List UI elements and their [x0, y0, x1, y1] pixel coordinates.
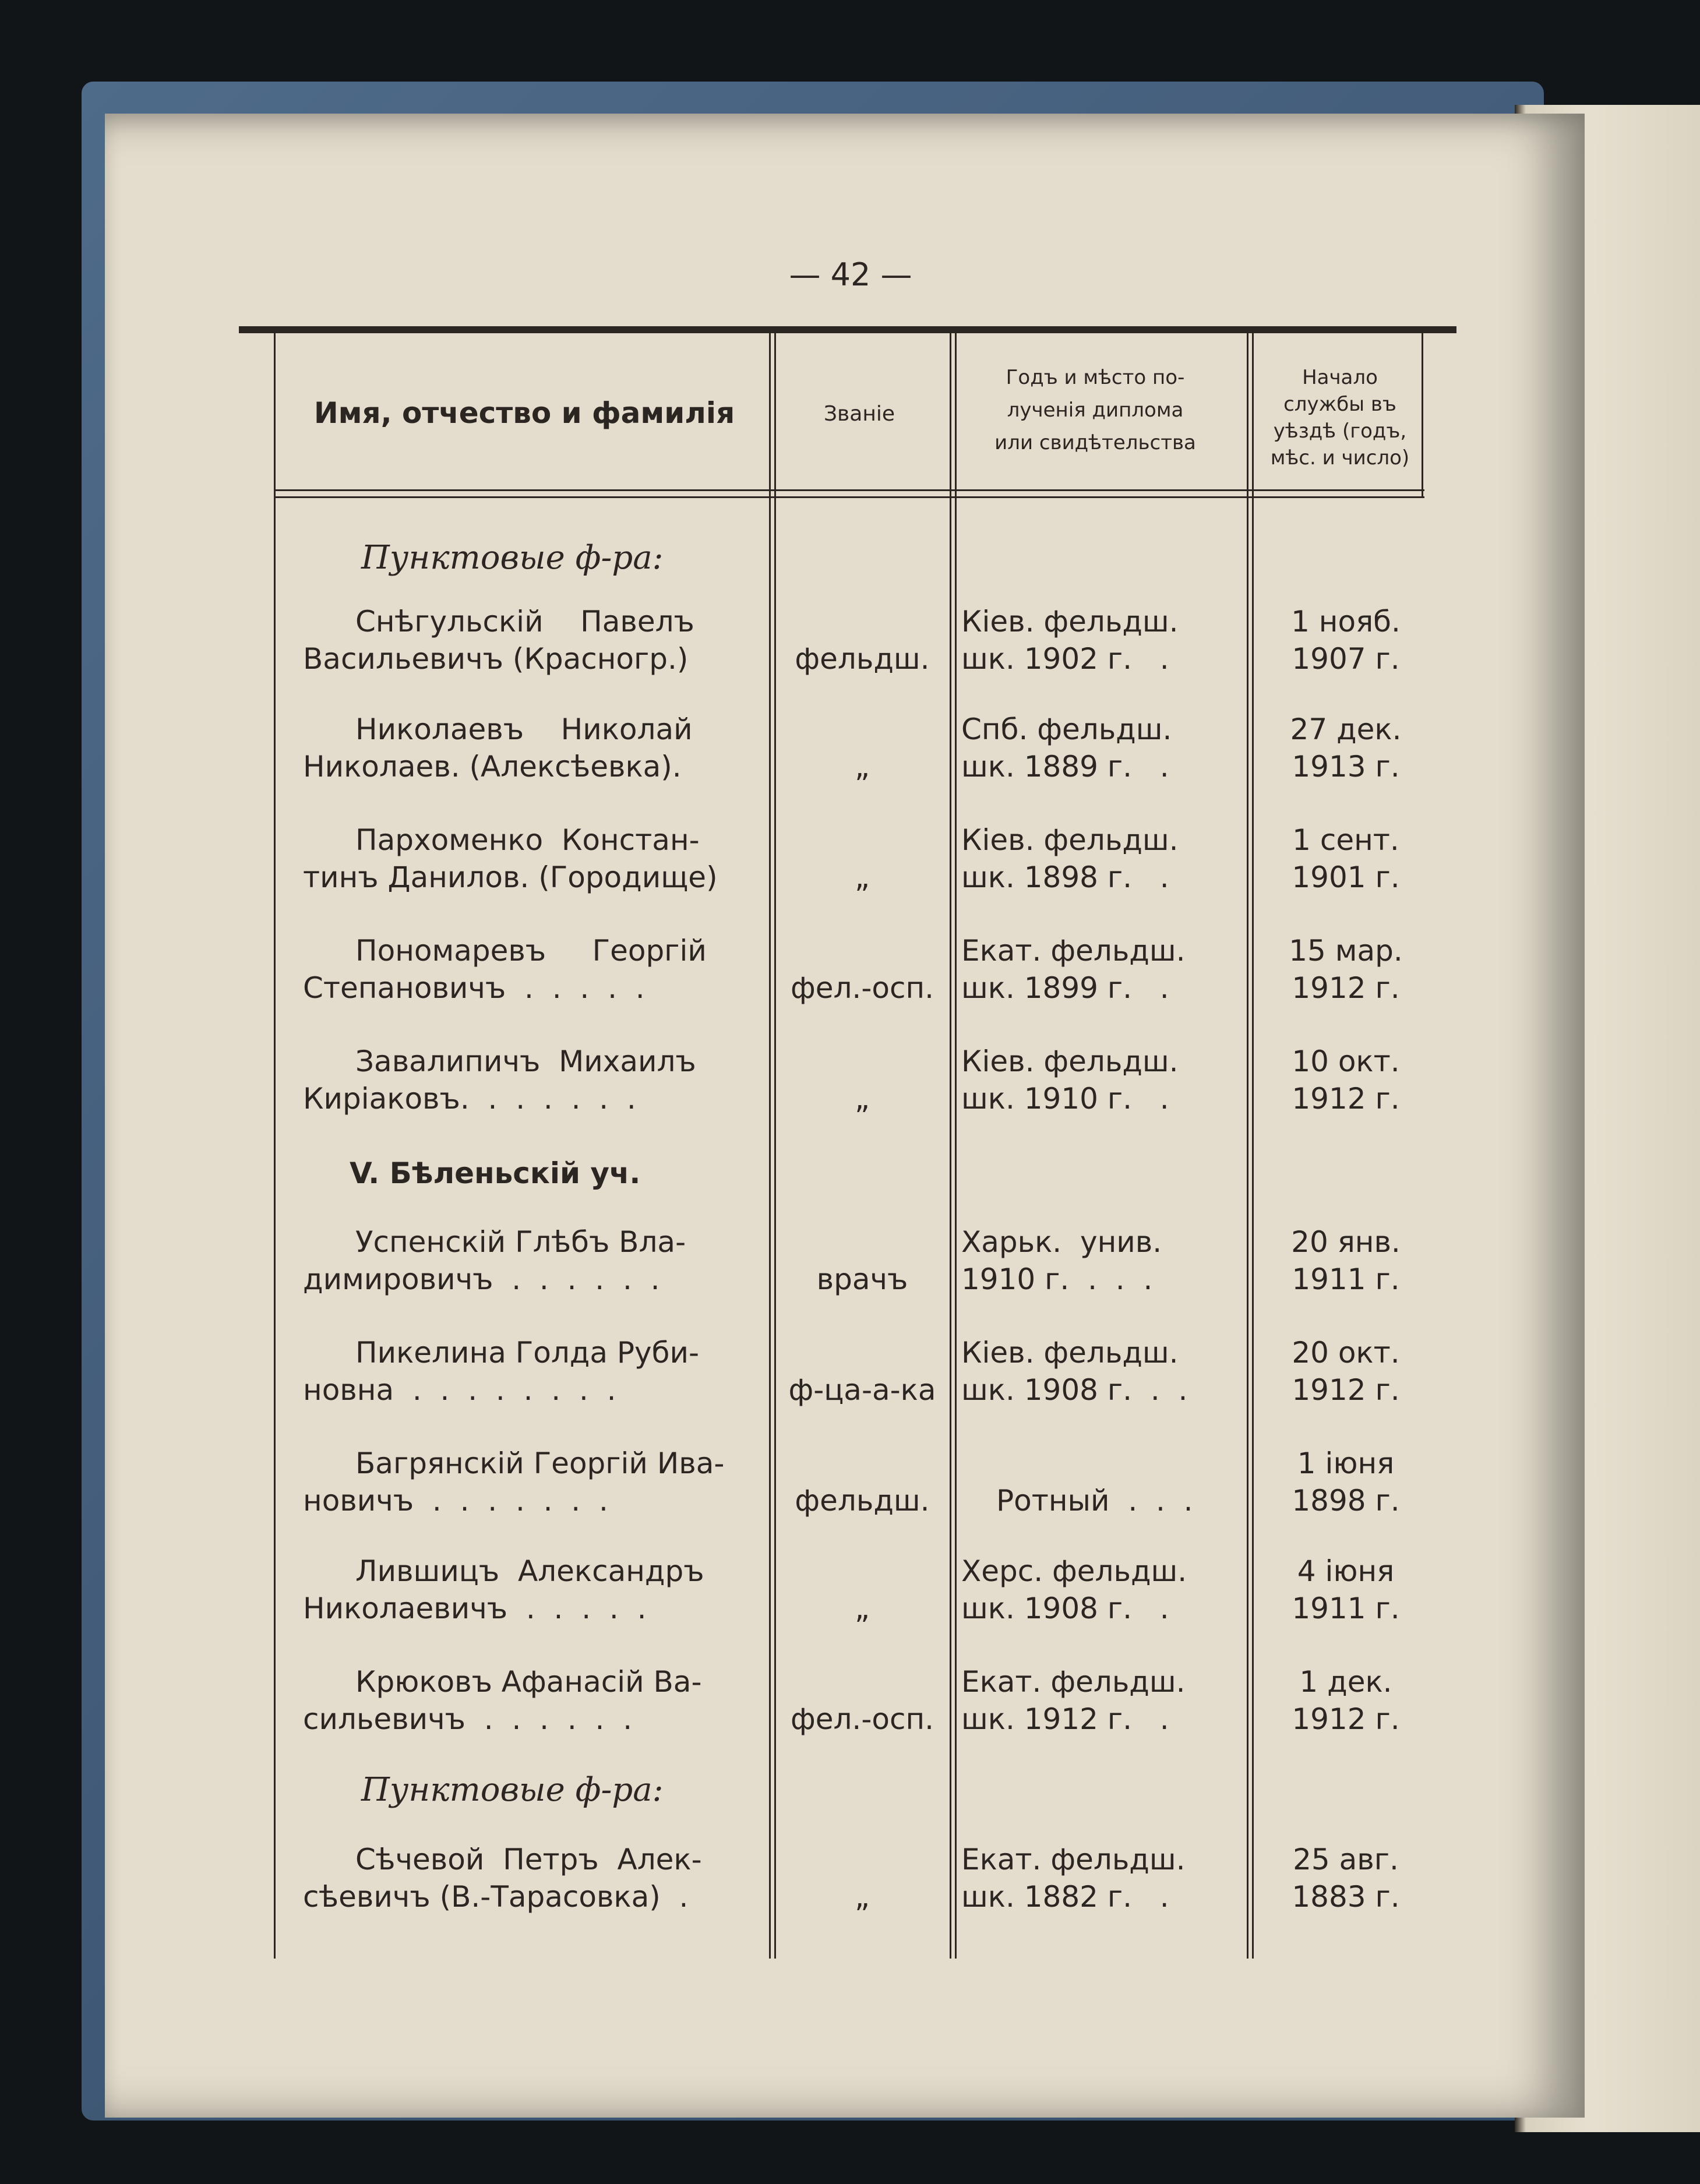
service-start: 1 дек. 1912 г.: [1292, 1665, 1400, 1736]
header-rule-2: [274, 496, 1424, 498]
diploma: Екат. фельдш. шк. 1912 г. .: [961, 1665, 1186, 1736]
rank: „: [855, 1880, 870, 1914]
service-start: 15 мар. 1912 г.: [1289, 934, 1403, 1005]
person-name: Багрянскій Георгій Ива- новичъ . . . . . . .: [303, 1446, 725, 1518]
diploma: Кіев. фельдш. шк. 1898 г. .: [961, 823, 1179, 894]
header-diploma-line: лученія диплома: [1007, 398, 1184, 422]
rank: „: [855, 750, 870, 784]
header-start: [1253, 364, 1427, 471]
col-divider-3: [1247, 333, 1248, 1959]
service-start: 10 окт. 1912 г.: [1292, 1045, 1400, 1116]
diploma: Ротный . . .: [996, 1484, 1193, 1518]
page-number: — 42 —: [789, 256, 912, 293]
rank: фел.-осп.: [790, 971, 934, 1005]
service-start: 27 дек. 1913 г.: [1290, 712, 1402, 784]
diploma: Херс. фельдш. шк. 1908 г. .: [961, 1554, 1187, 1625]
col-divider-1: [769, 333, 771, 1959]
person-name: Лившицъ Александръ Николаевичъ . . . . .: [303, 1554, 704, 1625]
diploma: Кіев. фельдш. шк. 1910 г. .: [961, 1045, 1179, 1116]
person-name: Николаевъ Николай Николаев. (Алексѣевка).: [303, 712, 693, 784]
person-name: Снѣгульскій Павелъ Васильевичъ (Красногр.): [303, 605, 694, 676]
header-start-line: Начало: [1302, 366, 1378, 389]
diploma: Спб. фельдш. шк. 1889 г. .: [961, 712, 1172, 784]
rank: фел.-осп.: [790, 1702, 934, 1736]
diploma: Кіев. фельдш. шк. 1908 г. . .: [961, 1336, 1188, 1407]
header-rule-1: [274, 489, 1424, 491]
service-start: 20 янв. 1911 г.: [1291, 1225, 1401, 1296]
rank: врачъ: [816, 1262, 908, 1296]
section-title: Пунктовые ф-ра:: [361, 1771, 664, 1809]
header-start-line: службы въ: [1283, 393, 1396, 416]
service-start: 1 сент. 1901 г.: [1292, 823, 1400, 894]
header-start-line: уѣздѣ (годъ,: [1273, 419, 1407, 443]
service-start: 25 авг. 1883 г.: [1292, 1843, 1400, 1914]
header-diploma-line: Годъ и мѣсто по-: [1006, 366, 1185, 389]
header-start-line: мѣс. и число): [1270, 446, 1410, 470]
header-diploma: [950, 361, 1241, 459]
rank: фельдш.: [795, 642, 930, 676]
section-title: V. Бѣленьскій уч.: [350, 1156, 641, 1190]
person-name: Пархоменко Констан- тинъ Данилов. (Городище): [303, 823, 718, 894]
rank: ф-ца-а-ка: [788, 1373, 936, 1407]
person-name: Сѣчевой Петръ Алек- сѣевичъ (В.-Тарасовка) .: [303, 1843, 702, 1914]
diploma: Кіев. фельдш. шк. 1902 г. .: [961, 605, 1179, 676]
rank: фельдш.: [795, 1484, 930, 1518]
col-divider-2: [950, 333, 951, 1959]
service-start: 20 окт. 1912 г.: [1292, 1336, 1400, 1407]
person-name: Пономаревъ Георгій Степановичъ . . . . .: [303, 934, 707, 1005]
person-name: Пикелина Голда Руби- новна . . . . . . . .: [303, 1336, 699, 1407]
diploma: Екат. фельдш. шк. 1882 г. .: [961, 1843, 1186, 1914]
person-name: Успенскій Глѣбъ Вла- димировичъ . . . . . .: [303, 1225, 686, 1296]
header-name: Имя, отчество и фамилія: [313, 396, 735, 430]
diploma: Екат. фельдш. шк. 1899 г. .: [961, 934, 1186, 1005]
person-name: Завалипичъ Михаилъ Киріаковъ. . . . . . .: [303, 1045, 696, 1116]
table-left-border: [274, 333, 276, 1959]
rank: „: [855, 1592, 870, 1625]
rank: „: [855, 860, 870, 894]
diploma: Харьк. унив. 1910 г. . . .: [961, 1225, 1162, 1296]
rank: „: [855, 1082, 870, 1116]
service-start: 4 іюня 1911 г.: [1292, 1554, 1400, 1625]
service-start: 1 іюня 1898 г.: [1292, 1446, 1400, 1518]
section-title: Пунктовые ф-ра:: [361, 539, 664, 577]
header-diploma-line: или свидѣтельства: [994, 431, 1196, 454]
header-rank: Званіе: [823, 402, 895, 426]
table-top-rule: [239, 326, 1456, 333]
service-start: 1 нояб. 1907 г.: [1291, 605, 1401, 676]
person-name: Крюковъ Афанасій Ва- сильевичъ . . . . . .: [303, 1665, 702, 1736]
